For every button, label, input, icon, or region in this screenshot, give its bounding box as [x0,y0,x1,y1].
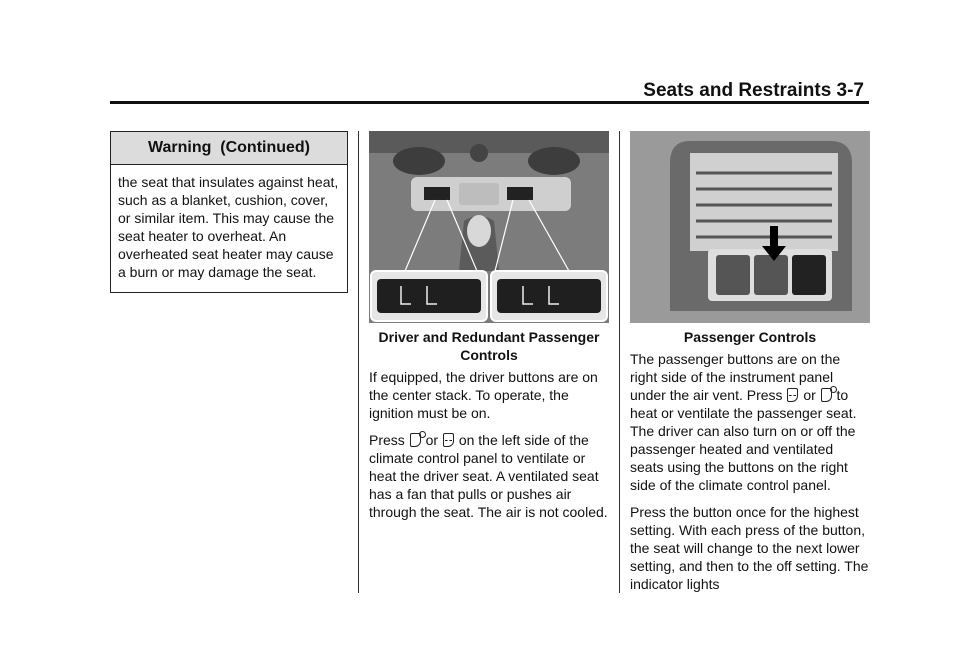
driver-controls-caption-wrap [369,328,609,364]
passenger-controls-caption: Passenger Controls [683,329,817,345]
col2-paragraph-2 [369,431,609,521]
seat-heat-icon [787,388,798,402]
col2-p2-rest: on the left side of the climate control panel to ventilate or heat the driver seat. A ventilated seat has a fan that pulls or pushes air through the seat. The air is not cooled. [369,432,608,520]
col2-p2-press: Press [369,432,405,448]
col2-paragraph-1: If equipped, the driver buttons are on the center stack. To operate, the ignition must be on. [369,369,598,421]
col3-paragraph-1 [630,350,870,494]
col3-p1-lead: The passenger buttons are on the right side of the instrument panel under the air vent. Press [630,351,841,403]
passenger-controls-caption-wrap [630,328,870,346]
col2-p2-or: or [425,432,439,448]
seat-ventilate-icon [410,433,421,447]
col2-text [369,368,609,530]
col3-p1-rest: to heat or ventilate the passenger seat. The driver can also turn on or off the passenger heated and ventilated seats using the buttons on the right side of the climate control panel. [630,387,857,493]
col3-text [630,350,870,602]
column-divider-2 [619,131,620,593]
driver-controls-illustration [369,131,609,323]
seat-heat-icon [443,433,454,447]
page-header-title: Seats and Restraints 3-7 [643,80,864,101]
driver-controls-figure [369,131,609,323]
warning-heading: Warning (Continued) [111,132,347,165]
seat-ventilate-icon [821,388,832,402]
col3-paragraph-2: Press the button once for the highest setting. With each press of the button, the seat will change to the next lower setting, and then to the off setting. The indicator lights [630,504,869,592]
column-divider-1 [358,131,359,593]
header-rule [110,101,869,104]
col3-p1-or: or [803,387,816,403]
warning-box [110,131,348,293]
passenger-controls-figure [630,131,870,323]
warning-body: the seat that insulates against heat, such as a blanket, cushion, cover, or similar item. This may cause the seat heater to overheat. An overheated seat heater may cause a burn or may damage the seat. [118,174,339,280]
passenger-controls-illustration [630,131,870,323]
driver-controls-caption: Driver and Redundant Passenger Controls [378,329,600,363]
